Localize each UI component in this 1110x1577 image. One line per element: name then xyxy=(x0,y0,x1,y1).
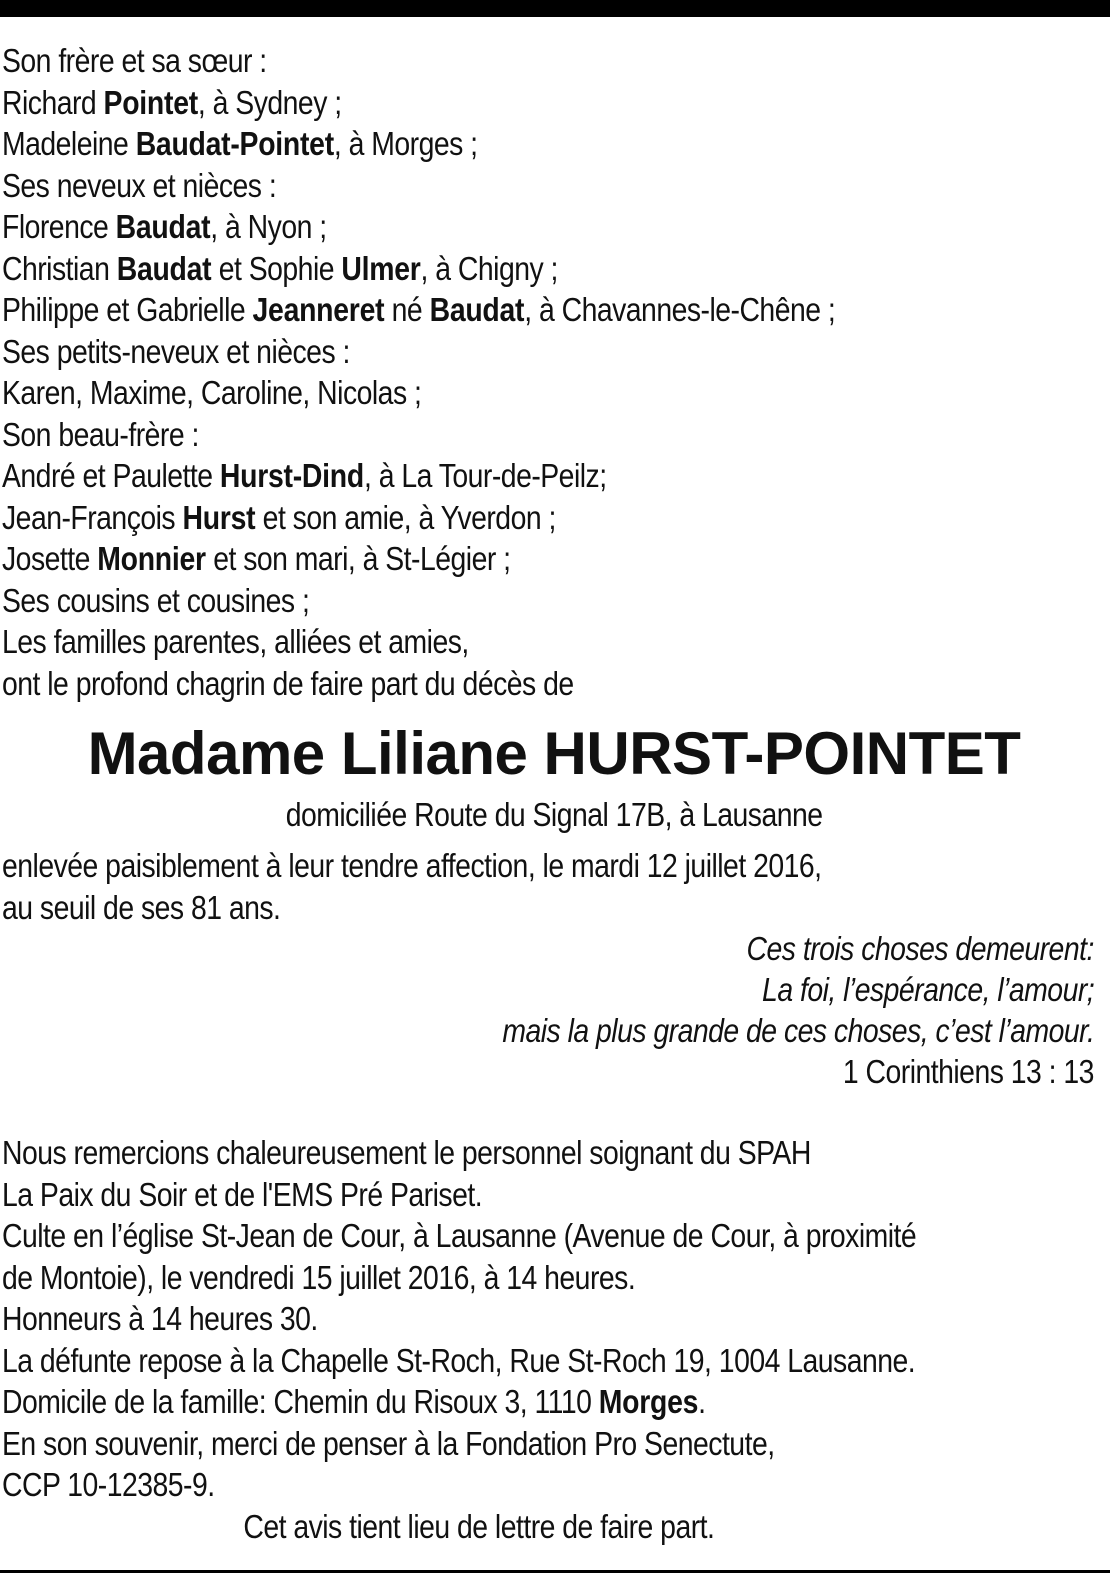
surname: Baudat-Pointet xyxy=(135,125,334,162)
detail-line: de Montoie), le vendredi 15 juillet 2016, à 14 heures. xyxy=(2,1258,636,1296)
family-line: André et Paulette Hurst-Dind, à La Tour-de-Peilz; xyxy=(2,457,607,494)
surname: Monnier xyxy=(97,540,206,577)
passing-line: au seuil de ses 81 ans. xyxy=(2,888,281,926)
passing-text xyxy=(2,845,1106,928)
bible-quote xyxy=(2,928,1106,1092)
surname: Morges xyxy=(598,1383,699,1420)
quote-line: mais la plus grande de ces choses, c’est l’amour. xyxy=(501,1012,1094,1049)
family-line: Richard Pointet, à Sydney ; xyxy=(2,83,342,121)
surname: Hurst xyxy=(182,498,256,536)
family-line: Florence Baudat, à Nyon ; xyxy=(2,208,327,245)
family-line: ont le profond chagrin de faire part du décès de xyxy=(2,664,574,702)
detail-line: La Paix du Soir et de l'EMS Pré Pariset. xyxy=(2,1175,483,1213)
family-line: Son frère et sa sœur : xyxy=(2,42,267,79)
quote-reference: 1 Corinthiens 13 : 13 xyxy=(842,1053,1094,1090)
closing-note: Cet avis tient lieu de lettre de faire part. xyxy=(243,1507,715,1545)
family-line: Madeleine Baudat-Pointet, à Morges ; xyxy=(2,125,478,162)
quote-line: La foi, l’espérance, l’amour; xyxy=(761,971,1094,1008)
detail-line: Nous remercions chaleureusement le personnel soignant du SPAH xyxy=(2,1134,811,1171)
surname: Baudat xyxy=(115,208,211,245)
passing-line: enlevée paisiblement à leur tendre affection, le mardi 12 juillet 2016, xyxy=(2,847,822,884)
detail-line: CCP 10-12385-9. xyxy=(2,1466,215,1503)
family-list xyxy=(2,40,1106,704)
detail-line: En son souvenir, merci de penser à la Fondation Pro Senectute, xyxy=(2,1424,775,1462)
family-line: Christian Baudat et Sophie Ulmer, à Chigny ; xyxy=(2,249,558,287)
family-line: Jean-François Hurst et son amie, à Yverdon ; xyxy=(2,498,556,536)
spacer xyxy=(2,1092,1106,1132)
family-line: Josette Monnier et son mari, à St-Légier ; xyxy=(2,540,511,577)
detail-line: Culte en l’église St-Jean de Cour, à Lausanne (Avenue de Cour, à proximité xyxy=(2,1217,917,1254)
top-rule xyxy=(0,0,1110,17)
deceased-name: Madame Liliane HURST-POINTET xyxy=(87,720,1021,787)
surname: Ulmer xyxy=(341,249,421,287)
family-line: Ses cousins et cousines ; xyxy=(2,581,310,619)
detail-line: La défunte repose à la Chapelle St-Roch, Rue St-Roch 19, 1004 Lausanne. xyxy=(2,1341,916,1379)
quote-line: Ces trois choses demeurent: xyxy=(746,930,1094,967)
surname: Pointet xyxy=(103,83,198,121)
ceremony-details xyxy=(2,1132,1106,1506)
surname: Baudat xyxy=(116,249,212,287)
surname: Hurst-Dind xyxy=(219,457,364,494)
family-line: Ses neveux et nièces : xyxy=(2,166,277,204)
family-line: Philippe et Gabrielle Jeanneret né Baudat, à Chavannes-le-Chêne ; xyxy=(2,291,836,328)
family-line: Les familles parentes, alliées et amies, xyxy=(2,623,469,660)
family-line: Karen, Maxime, Caroline, Nicolas ; xyxy=(2,374,422,411)
detail-line: Domicile de la famille: Chemin du Risoux 3, 1110 Morges. xyxy=(2,1383,706,1420)
bottom-rule xyxy=(0,1570,1110,1573)
surname: Jeanneret xyxy=(252,291,385,328)
family-line: Ses petits-neveux et nièces : xyxy=(2,332,350,370)
surname: Baudat xyxy=(429,291,525,328)
deceased-address: domiciliée Route du Signal 17B, à Lausanne xyxy=(285,796,823,833)
detail-line: Honneurs à 14 heures 30. xyxy=(2,1300,318,1337)
obituary-notice xyxy=(2,40,1106,1547)
family-line: Son beau-frère : xyxy=(2,415,199,453)
